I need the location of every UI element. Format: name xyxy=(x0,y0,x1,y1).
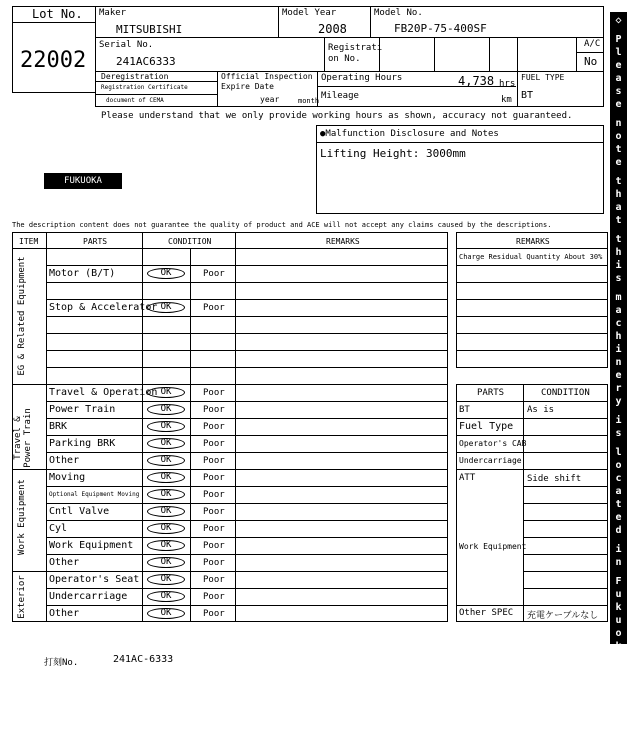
side-fuel-type: Fuel Type xyxy=(459,421,514,432)
poor-label: Poor xyxy=(203,473,225,483)
part-label: Parking BRK xyxy=(49,438,116,449)
ok-circled: OK xyxy=(147,540,185,551)
side-note-strip xyxy=(610,12,627,742)
group-travel: Travel & Power Train xyxy=(13,408,33,468)
cema-label: document of CEMA xyxy=(106,97,164,104)
col-item: ITEM xyxy=(19,237,39,246)
side-other-spec: Other SPEC xyxy=(459,608,514,618)
ok-circled: OK xyxy=(147,438,185,449)
side-undercarriage: Undercarriage xyxy=(459,456,522,465)
poor-label: Poor xyxy=(203,269,225,279)
model-no-value: FB20P-75-400SF xyxy=(394,22,487,35)
side-bt: BT xyxy=(459,405,470,415)
side-remarks-line1: Charge Residual Quantity About 30% xyxy=(459,253,603,261)
ok-circled: OK xyxy=(147,523,185,534)
part-label: Operator's Seat xyxy=(49,574,140,585)
side-col-parts: PARTS xyxy=(477,388,505,398)
serial-label: Serial No. xyxy=(99,40,154,50)
poor-label: Poor xyxy=(203,303,225,313)
ok-circled: OK xyxy=(147,608,185,619)
part-label: BRK xyxy=(49,421,68,432)
maker-value: MITSUBISHI xyxy=(116,23,183,36)
part-label: Other xyxy=(49,557,80,568)
poor-label: Poor xyxy=(203,388,225,398)
registration-certificate-label: Registration Certificate xyxy=(101,84,188,91)
operating-hours-label: Operating Hours xyxy=(321,73,403,83)
side-work-equipment: Work Equipment xyxy=(459,542,527,551)
ok-circled: OK xyxy=(147,404,185,415)
ok-circled: OK xyxy=(147,591,185,602)
hours-notice: Please understand that we only provide working hours as shown, accuracy not guaranteed. xyxy=(101,111,573,121)
col-remarks: REMARKS xyxy=(326,237,360,246)
part-label: Motor (B/T) xyxy=(49,268,116,279)
poor-label: Poor xyxy=(203,507,225,517)
ok-circled: OK xyxy=(147,557,185,568)
poor-label: Poor xyxy=(203,558,225,568)
poor-label: Poor xyxy=(203,592,225,602)
ok-circled: OK xyxy=(147,472,185,483)
ac-value: No xyxy=(584,55,598,68)
poor-label: Poor xyxy=(203,575,225,585)
side-bt-cond: As is xyxy=(527,405,555,415)
ok-circled: OK xyxy=(147,302,185,313)
part-label: Moving xyxy=(49,472,86,483)
model-no-label: Model No. xyxy=(374,8,423,18)
side-other-spec-cond: 充電ケーブルなし xyxy=(527,611,599,621)
col-condition: CONDITION xyxy=(168,237,212,246)
ok-circled: OK xyxy=(147,506,185,517)
side-operators-cab: Operator's CAB xyxy=(459,439,527,448)
poor-label: Poor xyxy=(203,541,225,551)
part-label: Work Equipment xyxy=(49,540,134,551)
part-label: Cyl xyxy=(49,523,68,534)
stamp-value: 241AC-6333 xyxy=(113,654,174,665)
operating-hours-value: 4,738 xyxy=(458,74,495,88)
year-label: year xyxy=(260,95,280,104)
side-remarks-header: REMARKS xyxy=(516,237,550,246)
stamp-label: 打刻No. xyxy=(44,658,79,668)
fuel-type-label: FUEL TYPE xyxy=(521,73,565,82)
col-parts: PARTS xyxy=(83,237,108,246)
month-label: month xyxy=(298,97,320,105)
km-label: km xyxy=(501,95,512,105)
ok-circled: OK xyxy=(147,421,185,432)
poor-label: Poor xyxy=(203,405,225,415)
model-year-value: 2008 xyxy=(318,22,347,36)
poor-label: Poor xyxy=(203,490,225,500)
part-label: Stop & Accelerator xyxy=(49,302,158,313)
group-exterior: Exterior xyxy=(17,575,27,619)
maker-label: Maker xyxy=(99,8,127,18)
ok-circled: OK xyxy=(147,574,185,585)
ok-circled: OK xyxy=(147,387,185,398)
lot-number: 22002 xyxy=(20,48,87,73)
part-label: Other xyxy=(49,455,80,466)
ok-circled: OK xyxy=(147,489,185,500)
ok-circled: OK xyxy=(147,268,185,279)
disclaimer: The description content does not guarantee the quality of product and ACE will not accept any claims caused by the descriptions. xyxy=(12,221,552,229)
mileage-label: Mileage xyxy=(321,91,359,101)
side-col-condition: CONDITION xyxy=(541,388,590,398)
registration-label: Registrati on No. xyxy=(328,43,383,64)
ok-circled: OK xyxy=(147,455,185,466)
fuel-type-value: BT xyxy=(521,90,534,101)
part-label: Undercarriage xyxy=(49,591,128,602)
inspection-label: Official Inspection Expire Date xyxy=(221,72,313,91)
poor-label: Poor xyxy=(203,422,225,432)
side-note-text: ◇ P l e a s e n o t e t h a t t h i s m a c h i n e r y i s l o c a t e d i n F u k u o k a Y a r d ◇ xyxy=(615,15,622,742)
poor-label: Poor xyxy=(203,524,225,534)
poor-label: Poor xyxy=(203,609,225,619)
malfunction-text: Lifting Height: 3000mm xyxy=(320,147,466,160)
deregistration-label: Deregistration xyxy=(101,72,169,81)
model-year-label: Model Year xyxy=(282,8,337,18)
part-label: Travel & Operation xyxy=(49,387,158,398)
side-att-cond: Side shift xyxy=(527,474,582,484)
hrs-label: hrs xyxy=(499,79,516,89)
ac-label: A/C xyxy=(584,39,601,49)
group-work: Work Equipment xyxy=(17,479,27,555)
part-label: Cntl Valve xyxy=(49,506,110,517)
poor-label: Poor xyxy=(203,456,225,466)
lot-label: Lot No. xyxy=(32,7,83,21)
part-label: Optional Equipment Moving xyxy=(49,491,140,498)
part-label: Other xyxy=(49,608,80,619)
side-att: ATT xyxy=(459,473,476,483)
malfunction-title: ●Malfunction Disclosure and Notes xyxy=(320,129,499,139)
serial-value: 241AC6333 xyxy=(116,55,176,68)
part-label: Power Train xyxy=(49,404,116,415)
location-badge: FUKUOKA xyxy=(44,173,122,189)
group-eg: EG & Related Equipment xyxy=(17,256,27,376)
poor-label: Poor xyxy=(203,439,225,449)
